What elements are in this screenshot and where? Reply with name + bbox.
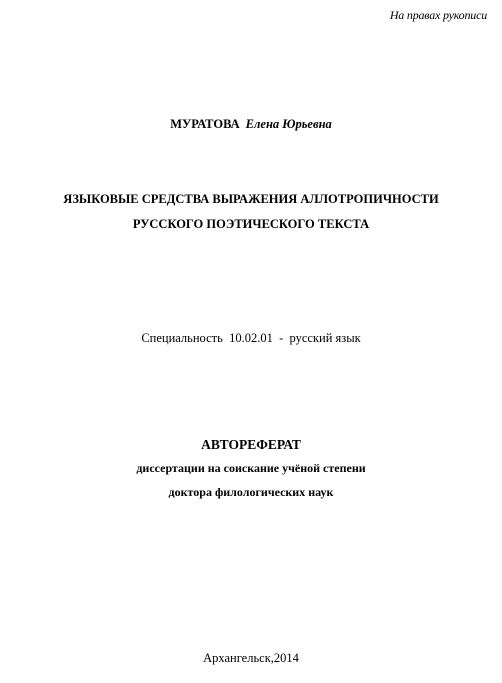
author-name — [0, 117, 502, 132]
specialty-separator: - — [279, 331, 284, 345]
city: Архангельск, — [203, 651, 274, 665]
specialty-line — [0, 331, 502, 346]
title-line-2: РУССКОГО ПОЭТИЧЕСКОГО ТЕКСТА — [132, 217, 370, 231]
specialty-name: русский язык — [289, 331, 361, 345]
specialty-code: 10.02.01 — [229, 331, 273, 345]
specialty-label: Специальность — [141, 331, 223, 345]
author-given-names: Елена Юрьевна — [245, 117, 332, 131]
city-year — [0, 651, 502, 666]
abstract-heading: АВТОРЕФЕРАТ — [201, 437, 301, 452]
abstract-line-2: доктора филологических наук — [168, 485, 334, 499]
abstract-line-1: диссертации на соискание учёной степени — [136, 461, 366, 475]
title-line-1: ЯЗЫКОВЫЕ СРЕДСТВА ВЫРАЖЕНИЯ АЛЛОТРОПИЧНОСТИ — [63, 192, 439, 206]
author-surname: МУРАТОВА — [170, 117, 240, 131]
rights-note: На правах рукописи — [389, 8, 487, 22]
abstract-block — [0, 434, 502, 504]
year: 2014 — [273, 651, 299, 665]
dissertation-title — [0, 187, 502, 237]
